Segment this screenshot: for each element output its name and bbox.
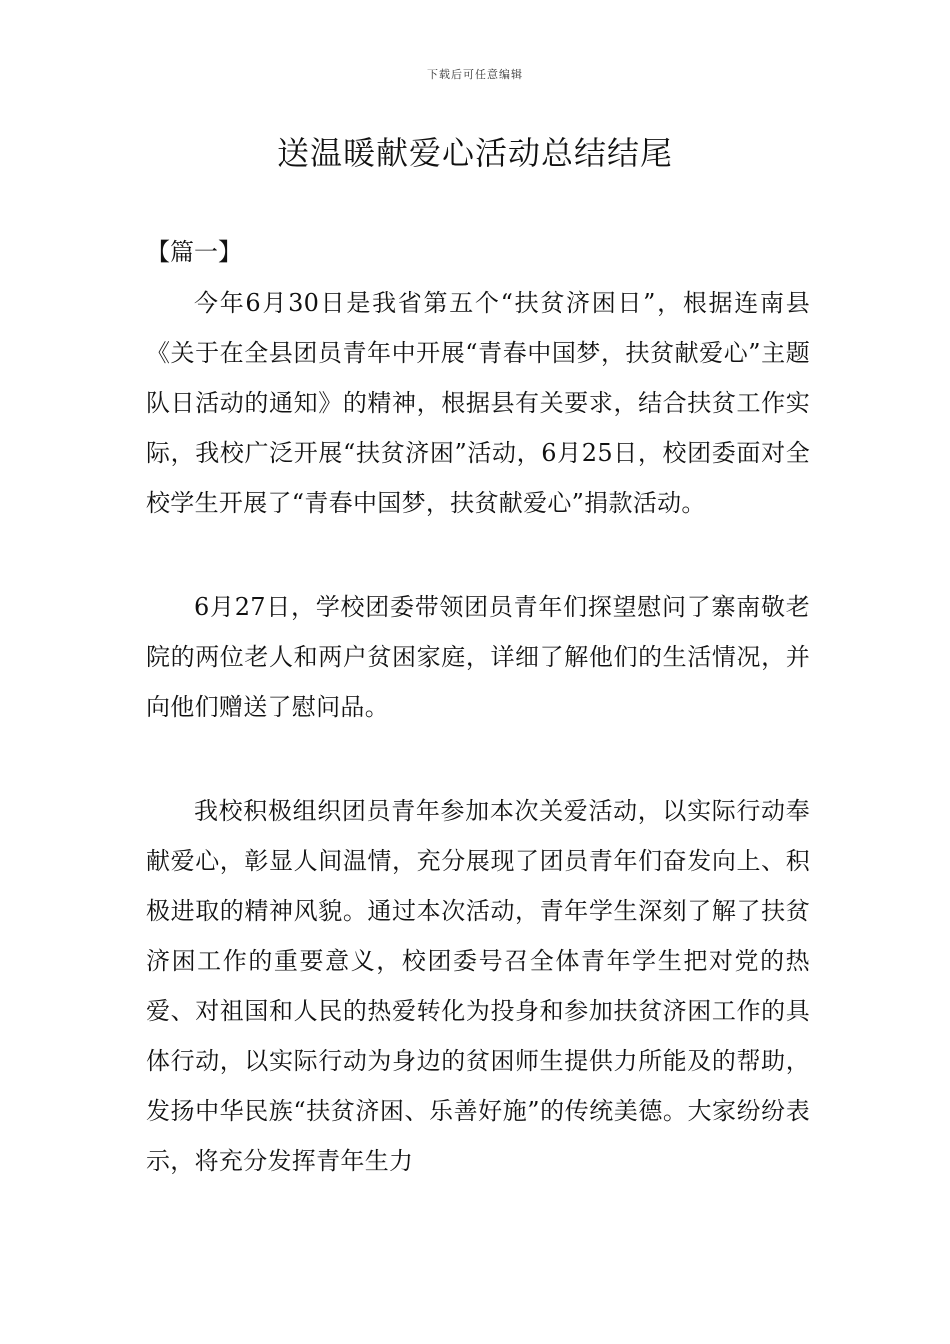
- paragraph-3: 我校积极组织团员青年参加本次关爱活动，以实际行动奉献爱心，彰显人间温情，充分展现了团员青年们奋发向上、积极进取的精神风貌。通过本次活动，青年学生深刻了解了扶贫济困工作的重要意义，校团委号召全体青年学生把对党的热爱、对祖国和人民的热爱转化为投身和参加扶贫济困工作的具体行动，以实际行动为身边的贫困师生提供力所能及的帮助，发扬中华民族“扶贫济困、乐善好施”的传统美德。大家纷纷表示，将充分发挥青年生力: [146, 797, 810, 1175]
- paragraph-2: 6月27日，学校团委带领团员青年们探望慰问了寨南敬老院的两位老人和两户贫困家庭，详细了解他们的生活情况，并向他们赠送了慰问品。: [146, 593, 810, 721]
- document-body: [146, 278, 810, 1240]
- header-note: 下载后可任意编辑: [427, 68, 523, 81]
- paragraph-1: 今年6月30日是我省第五个“扶贫济困日”，根据连南县《关于在全县团员青年中开展“青春中国梦，扶贫献爱心”主题队日活动的通知》的精神，根据县有关要求，结合扶贫工作实际，我校广泛开展“扶贫济困”活动，6月25日，校团委面对全校学生开展了“青春中国梦，扶贫献爱心”捐款活动。: [146, 289, 810, 517]
- section-label: 【篇一】: [146, 238, 242, 266]
- page-title: 送温暖献爱心活动总结结尾: [276, 134, 673, 172]
